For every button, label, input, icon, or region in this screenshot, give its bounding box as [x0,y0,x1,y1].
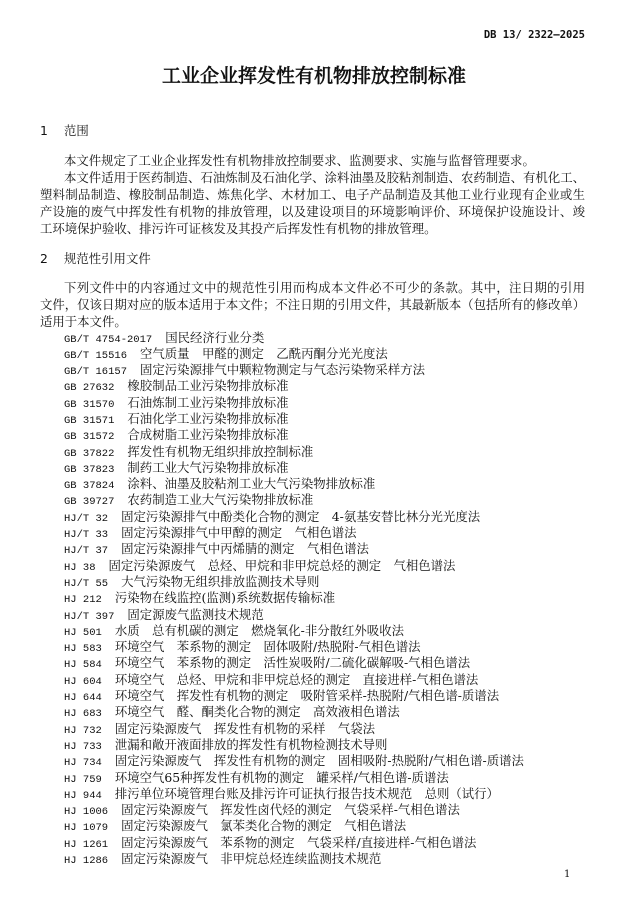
reference-title: 固定污染源废气 氯苯类化合物的测定 气相色谱法 [121,818,407,834]
reference-code: HJ/T 37 [64,545,109,558]
section-body-scope [40,152,585,237]
reference-title: 环境空气 苯系物的测定 活性炭吸附/二硫化碳解吸-气相色谱法 [114,655,471,671]
reference-title: 泄漏和敞开液面排放的挥发性有机物检测技术导则 [114,736,388,752]
reference-item [64,395,585,411]
reference-title: 水质 总有机碳的测定 燃烧氧化-非分散红外吸收法 [114,622,404,638]
reference-code: HJ 734 [64,757,102,770]
paragraph-line: 本文件适用于医药制造、石油炼制及石油化学、涂料油墨及胶粘剂制造、农药制造、有机化工、 [64,169,585,185]
reference-item [64,411,585,427]
reference-item [64,688,585,704]
reference-code: GB 31572 [64,431,115,444]
reference-code: HJ 501 [64,626,102,639]
reference-item [64,770,585,786]
reference-title: 环境空气 苯系物的测定 固体吸附/热脱附-气相色谱法 [114,639,421,655]
reference-item [64,444,585,460]
reference-title: 固定污染源废气 非甲烷总烃连续监测技术规范 [121,851,382,866]
reference-code: HJ 683 [64,708,102,721]
reference-title: 固定污染源废气 挥发性有机物的测定 固相吸附-热脱附/气相色谱-质谱法 [114,753,524,769]
reference-code: GB 37824 [64,480,115,493]
reference-item [64,509,585,525]
paragraph-line: 本文件规定了工业企业挥发性有机物排放控制要求、监测要求、实施与监督管理要求。 [64,152,535,168]
reference-item [64,607,585,623]
paragraph-line: 产设施的废气中挥发性有机物的排放管理，以及建设项目的环境影响评价、环境保护设施设计、竣 [40,203,585,219]
section-heading-scope [40,122,89,139]
reference-code: HJ/T 33 [64,529,109,542]
reference-item [64,655,585,671]
section-number: 2 [40,250,48,266]
reference-code: HJ 1286 [64,855,109,867]
reference-code: GB 39727 [64,496,115,509]
reference-title: 空气质量 甲醛的测定 乙酰丙酮分光光度法 [140,345,388,361]
reference-code: HJ 732 [64,724,102,737]
reference-code: HJ 604 [64,675,102,688]
reference-title: 固定污染源废气 挥发性卤代烃的测定 气袋采样-气相色谱法 [121,802,460,818]
reference-item [64,672,585,688]
page-number: 1 [564,869,571,880]
reference-code: GB 37822 [64,447,115,460]
reference-title: 环境空气 醛、酮类化合物的测定 高效液相色谱法 [114,704,400,720]
reference-title: 固定污染源排气中酚类化合物的测定 4-氨基安替比林分光光度法 [121,508,481,524]
reference-title: 环境空气 总烃、甲烷和非甲烷总烃的测定 直接进样-气相色谱法 [114,671,479,687]
reference-item [64,721,585,737]
reference-code: HJ 1006 [64,806,109,819]
reference-item [64,460,585,476]
reference-item [64,802,585,818]
reference-code: GB 37823 [64,463,115,476]
reference-code: GB 27632 [64,382,115,395]
reference-item [64,818,585,834]
reference-item [64,590,585,606]
reference-code: HJ 584 [64,659,102,672]
reference-title: 固定污染源废气 总烃、甲烷和非甲烷总烃的测定 气相色谱法 [108,557,456,573]
reference-item [64,704,585,720]
reference-item [64,330,585,346]
reference-item [64,786,585,802]
reference-item [64,639,585,655]
paragraph [40,279,585,330]
reference-title: 农药制造工业大气污染物排放标准 [127,492,314,508]
reference-title: 石油炼制工业污染物排放标准 [127,394,289,410]
reference-item [64,427,585,443]
paragraph-line: 工环境保护验收、排污许可证核发及其投产后挥发性有机物的排放管理。 [40,220,437,236]
reference-title: 固定污染源排气中丙烯腈的测定 气相色谱法 [121,541,369,557]
reference-title: 固定源废气监测技术规范 [127,606,264,622]
reference-title: 环境空气65种挥发性有机物的测定 罐采样/气相色谱-质谱法 [114,769,449,785]
reference-title: 排污单位环境管理台账及排污许可证执行报告技术规范 总则（试行） [114,785,499,801]
reference-title: 固定污染源废气 挥发性有机物的采样 气袋法 [114,720,376,736]
reference-title: 固定污染源排气中甲醇的测定 气相色谱法 [121,525,357,541]
reference-title: 挥发性有机物无组织排放控制标准 [127,443,314,459]
reference-item [64,851,585,867]
reference-code: HJ 1261 [64,838,109,851]
reference-item [64,525,585,541]
paragraph [40,152,585,169]
paragraph [40,169,585,237]
reference-title: 固定污染源废气 苯系物的测定 气袋采样/直接进样-气相色谱法 [121,834,477,850]
reference-code: HJ 759 [64,773,102,786]
reference-code: HJ/T 55 [64,577,109,590]
section-title: 范围 [64,123,89,138]
reference-item [64,378,585,394]
reference-title: 国民经济行业分类 [165,329,265,345]
reference-code: HJ 1079 [64,822,109,835]
document-number-header: DB 13/ 2322—2025 [483,29,585,41]
reference-title: 橡胶制品工业污染物排放标准 [127,378,289,394]
reference-title: 涂料、油墨及胶粘剂工业大气污染物排放标准 [127,476,376,492]
reference-title: 大气污染物无组织排放监测技术导则 [121,573,320,589]
document-title: 工业企业挥发性有机物排放控制标准 [161,65,466,87]
reference-item [64,574,585,590]
reference-code: HJ 212 [64,594,102,607]
reference-code: HJ 644 [64,692,102,705]
reference-item [64,753,585,769]
reference-item [64,623,585,639]
reference-item [64,737,585,753]
reference-code: HJ/T 397 [64,610,115,623]
paragraph-line: 下列文件中的内容通过文中的规范性引用而构成本文件必不可少的条款。其中，注日期的引用 [64,279,585,295]
reference-title: 制药工业大气污染物排放标准 [127,459,289,475]
section-body-normative-references [40,279,585,330]
reference-title: 环境空气 挥发性有机物的测定 吸附管采样-热脱附/气相色谱-质谱法 [114,688,500,704]
reference-item [64,835,585,851]
reference-title: 合成树脂工业污染物排放标准 [127,427,289,443]
paragraph-line: 塑料制品制造、橡胶制品制造、炼焦化学、木材加工、电子产品制造及其他工业行业现有企业或生 [40,186,585,202]
section-heading-normative-references [40,250,151,267]
paragraph-line: 适用于本文件。 [40,313,127,329]
reference-title: 石油化学工业污染物排放标准 [127,410,289,426]
reference-code: HJ 38 [64,561,96,574]
reference-code: HJ 583 [64,643,102,656]
reference-list [64,330,585,868]
reference-item [64,362,585,378]
reference-code: GB/T 16157 [64,366,128,379]
reference-item [64,476,585,492]
reference-item [64,541,585,557]
paragraph-line: 文件，仅该日期对应的版本适用于本文件；不注日期的引用文件，其最新版本（包括所有的修改单） [40,296,586,312]
reference-code: GB 31571 [64,414,115,427]
reference-title: 固定污染源排气中颗粒物测定与气态污染物采样方法 [140,362,425,378]
reference-code: GB 31570 [64,398,115,411]
section-number: 1 [40,123,48,138]
reference-code: GB/T 15516 [64,349,128,362]
section-title: 规范性引用文件 [64,250,151,266]
reference-item [64,492,585,508]
reference-code: HJ 944 [64,789,102,802]
reference-code: HJ 733 [64,740,102,753]
reference-item [64,346,585,362]
reference-code: GB/T 4754-2017 [64,333,153,346]
reference-code: HJ/T 32 [64,512,109,525]
reference-title: 污染物在线监控(监测)系统数据传输标准 [114,590,336,606]
reference-item [64,558,585,574]
